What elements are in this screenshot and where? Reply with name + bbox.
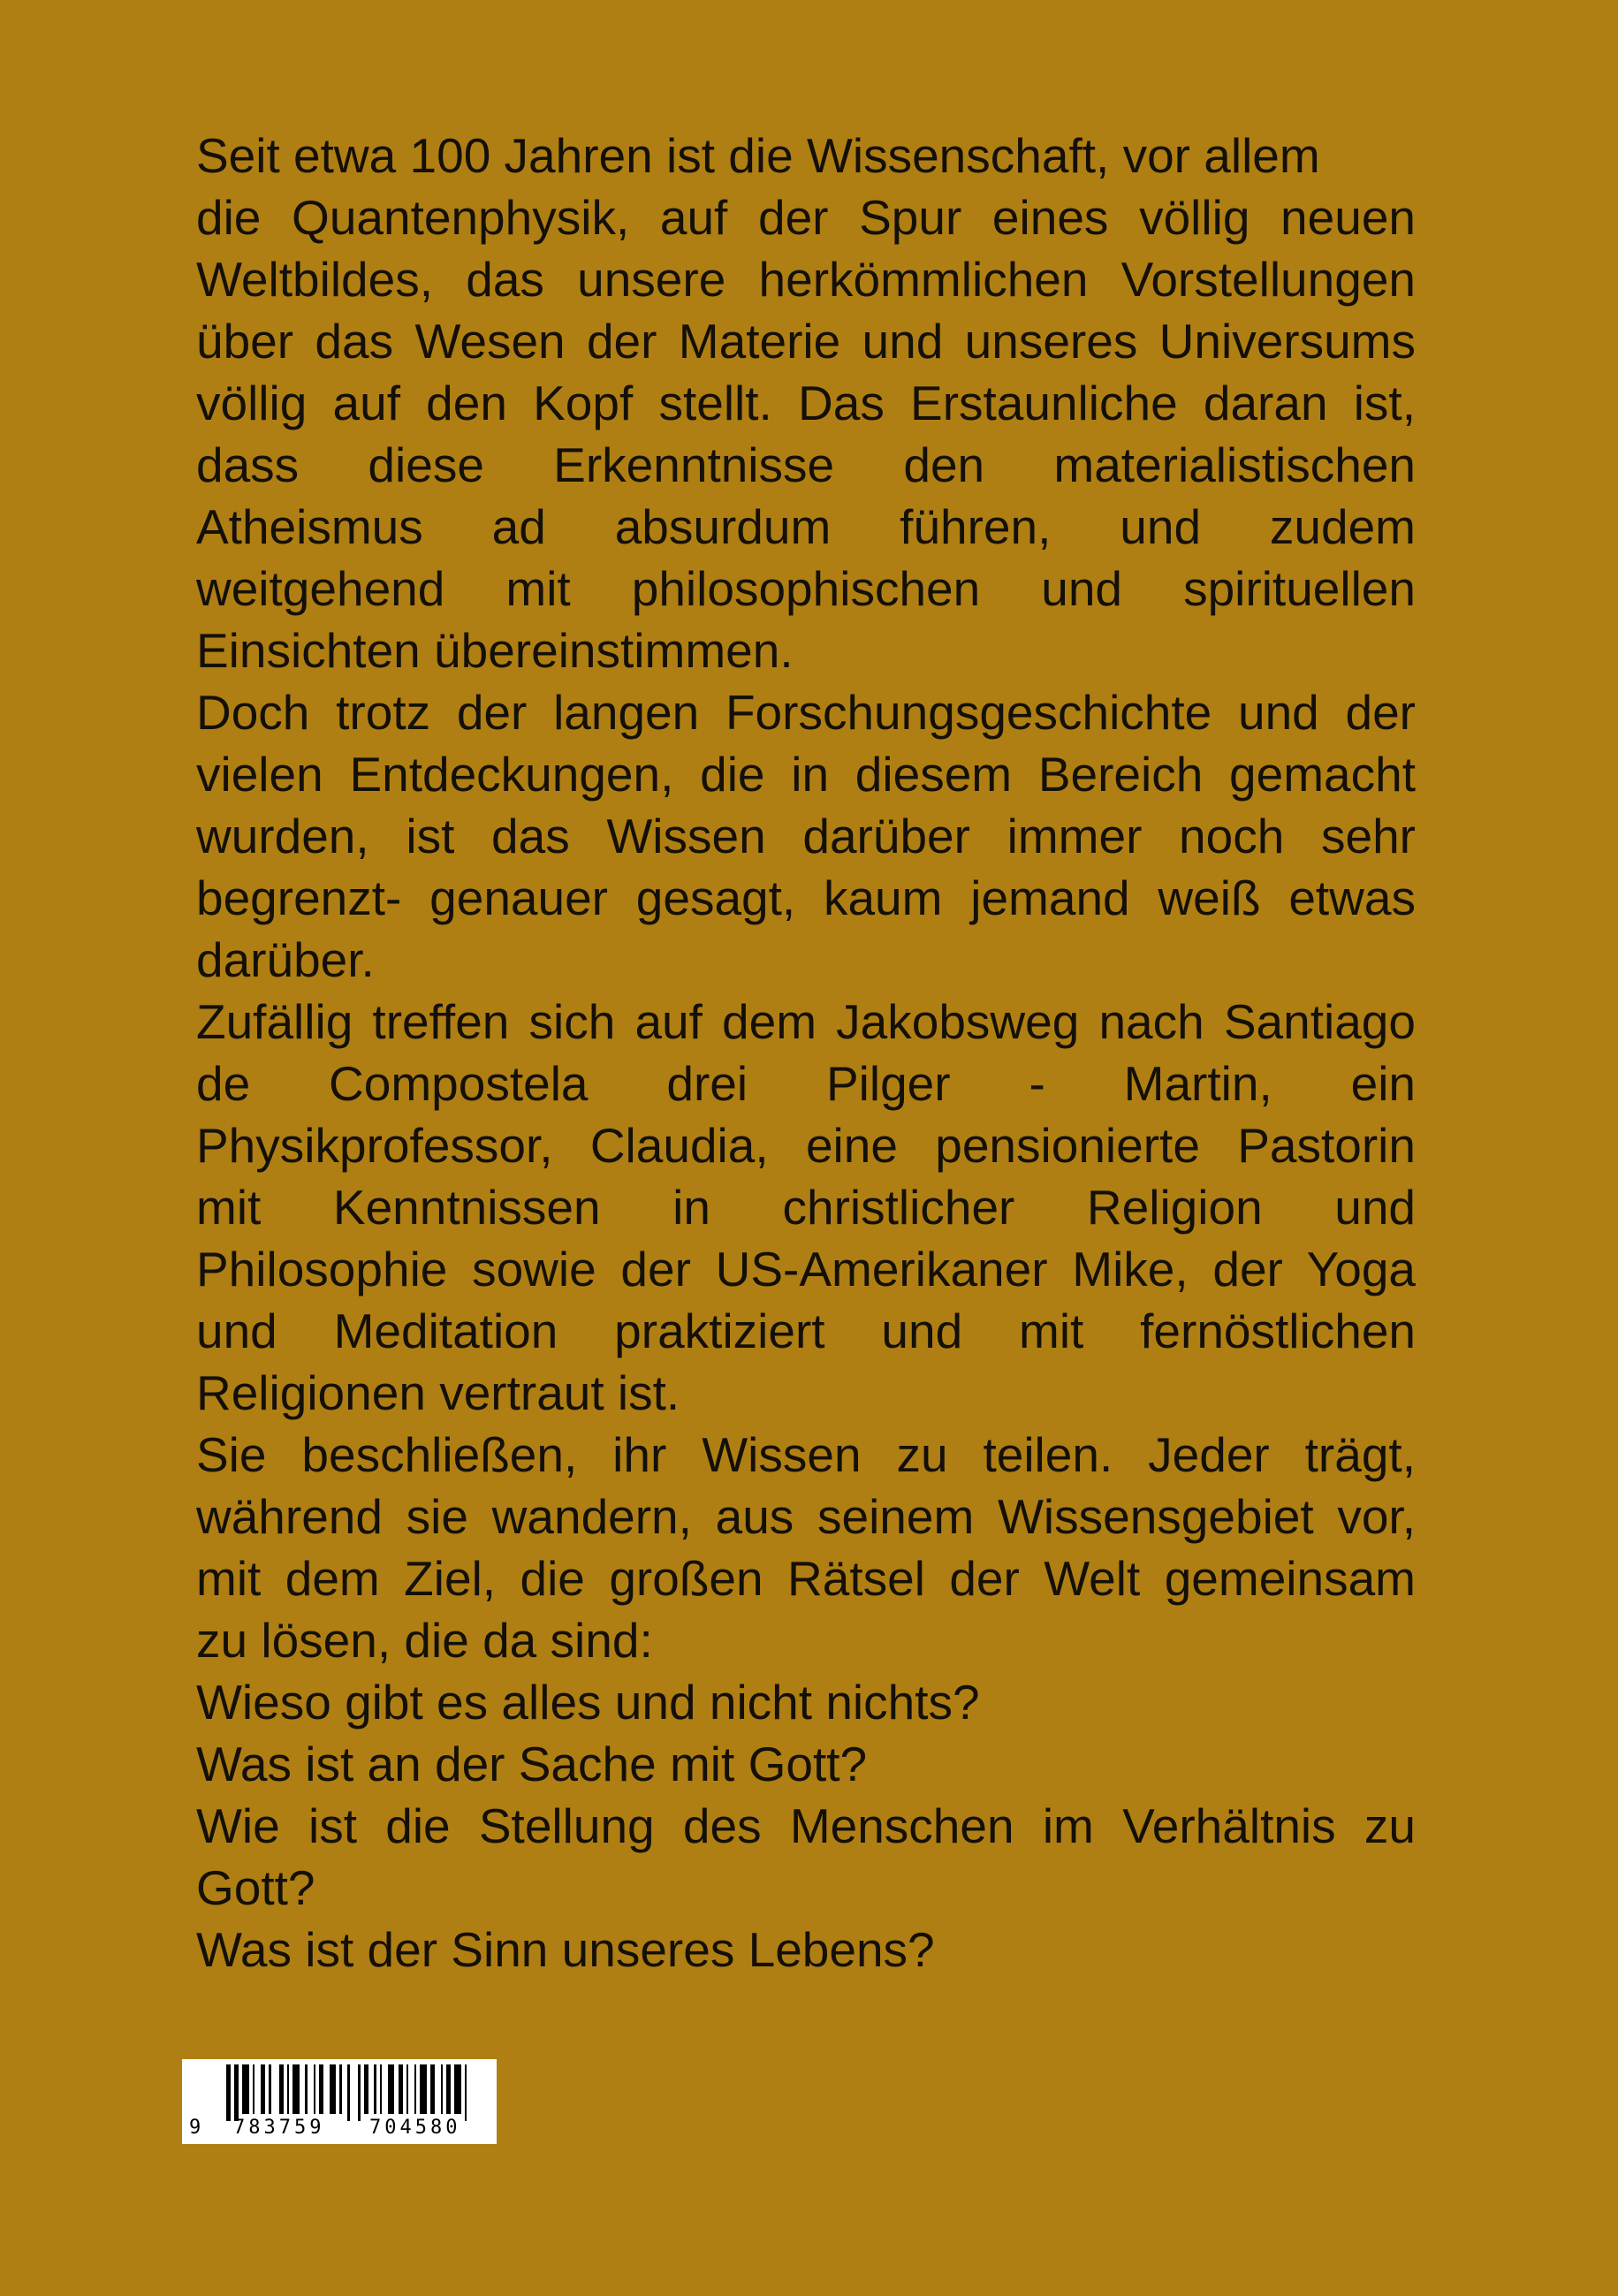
blurb-line: Doch trotz der langen Forschungsgeschichte und der — [196, 685, 1416, 740]
blurb-line: Sie beschließen, ihr Wissen zu teilen. Jeder trägt, — [196, 1427, 1416, 1482]
blurb-line: Zufällig treffen sich auf dem Jakobsweg nach Santiago — [196, 994, 1416, 1049]
blurb-line: mit Kenntnissen in christlicher Religion und — [196, 1180, 1416, 1235]
barcode-first-digit: 9 — [189, 2117, 201, 2139]
barcode-bar — [388, 2064, 395, 2114]
blurb-line: über das Wesen der Materie und unseres Universums — [196, 314, 1416, 369]
barcode-bar — [234, 2064, 239, 2121]
blurb-line: de Compostela drei Pilger - Martin, ein — [196, 1056, 1416, 1111]
barcode-bar — [269, 2064, 271, 2114]
barcode-bars — [226, 2064, 488, 2114]
barcode-bar — [420, 2064, 427, 2114]
blurb-line: Atheismus ad absurdum führen, und zudem — [196, 499, 1416, 554]
blurb-line: die Quantenphysik, auf der Spur eines völlig neuen — [196, 190, 1416, 245]
blurb-line: zu lösen, die da sind: — [196, 1613, 653, 1668]
blurb-line: Gott? — [196, 1860, 315, 1915]
barcode-bar — [430, 2064, 435, 2114]
barcode-bar — [380, 2064, 383, 2114]
barcode-bar — [314, 2064, 316, 2114]
blurb-line: mit dem Ziel, die großen Rätsel der Welt gemeinsam — [196, 1551, 1416, 1606]
blurb-line: während sie wandern, aus seinem Wissensgebiet vor, — [196, 1489, 1416, 1544]
barcode-bar — [446, 2064, 451, 2114]
blurb-line: darüber. — [196, 932, 375, 987]
barcode-bar — [242, 2064, 249, 2114]
blurb-line: Was ist an der Sache mit Gott? — [196, 1737, 868, 1791]
blurb-line: weitgehend mit philosophischen und spirituellen — [196, 561, 1416, 616]
blurb-line: begrenzt- genauer gesagt, kaum jemand weiß etwas — [196, 871, 1416, 925]
barcode-left-digits: 783759 — [233, 2117, 325, 2139]
barcode-bar — [319, 2064, 323, 2114]
barcode-bar — [364, 2064, 368, 2114]
barcode-bar — [305, 2064, 308, 2114]
blurb-line: Physikprofessor, Claudia, eine pensionierte Pastorin — [196, 1118, 1416, 1173]
barcode-bar — [287, 2064, 290, 2114]
blurb-line: Weltbildes, das unsere herkömmlichen Vorstellungen — [196, 252, 1416, 307]
blurb-line: Philosophie sowie der US-Amerikaner Mike, der Yoga — [196, 1242, 1416, 1296]
barcode-bar — [374, 2064, 376, 2114]
blurb-line: Wieso gibt es alles und nicht nichts? — [196, 1675, 980, 1730]
blurb-line: und Meditation praktiziert und mit fernöstlichen — [196, 1304, 1416, 1358]
blurb-line: wurden, ist das Wissen darüber immer noch sehr — [196, 809, 1416, 863]
barcode-bar — [406, 2064, 409, 2114]
barcode-bar — [330, 2064, 337, 2114]
barcode-bar — [465, 2064, 467, 2121]
barcode-right-digits: 704580 — [369, 2117, 461, 2139]
barcode-bar — [441, 2064, 444, 2114]
barcode-bar — [261, 2064, 265, 2114]
barcode-bar — [414, 2064, 417, 2114]
barcode-bar — [454, 2064, 461, 2114]
blurb-line: dass diese Erkenntnisse den materialistischen — [196, 437, 1416, 492]
barcode-bar — [347, 2064, 350, 2121]
barcode-bar — [292, 2064, 300, 2114]
barcode-bar — [399, 2064, 403, 2114]
blurb-line: Seit etwa 100 Jahren ist die Wissenschaft, vor allem — [196, 128, 1320, 183]
blurb-line: Einsichten übereinstimmen. — [196, 623, 794, 678]
barcode-bar — [358, 2064, 361, 2121]
blurb-line: Wie ist die Stellung des Menschen im Verhältnis zu — [196, 1798, 1416, 1853]
barcode-bar — [253, 2064, 255, 2114]
barcode-bar — [226, 2064, 231, 2121]
blurb-line: völlig auf den Kopf stellt. Das Erstaunliche daran ist, — [196, 376, 1416, 430]
blurb-line: Religionen vertraut ist. — [196, 1365, 680, 1420]
barcode-bar — [279, 2064, 284, 2114]
barcode-bar — [339, 2064, 342, 2114]
blurb-line: Was ist der Sinn unseres Lebens? — [196, 1922, 935, 1977]
blurb-line: vielen Entdeckungen, die in diesem Bereich gemacht — [196, 747, 1416, 802]
blurb-text — [196, 125, 1416, 1980]
isbn-barcode — [182, 2059, 497, 2144]
